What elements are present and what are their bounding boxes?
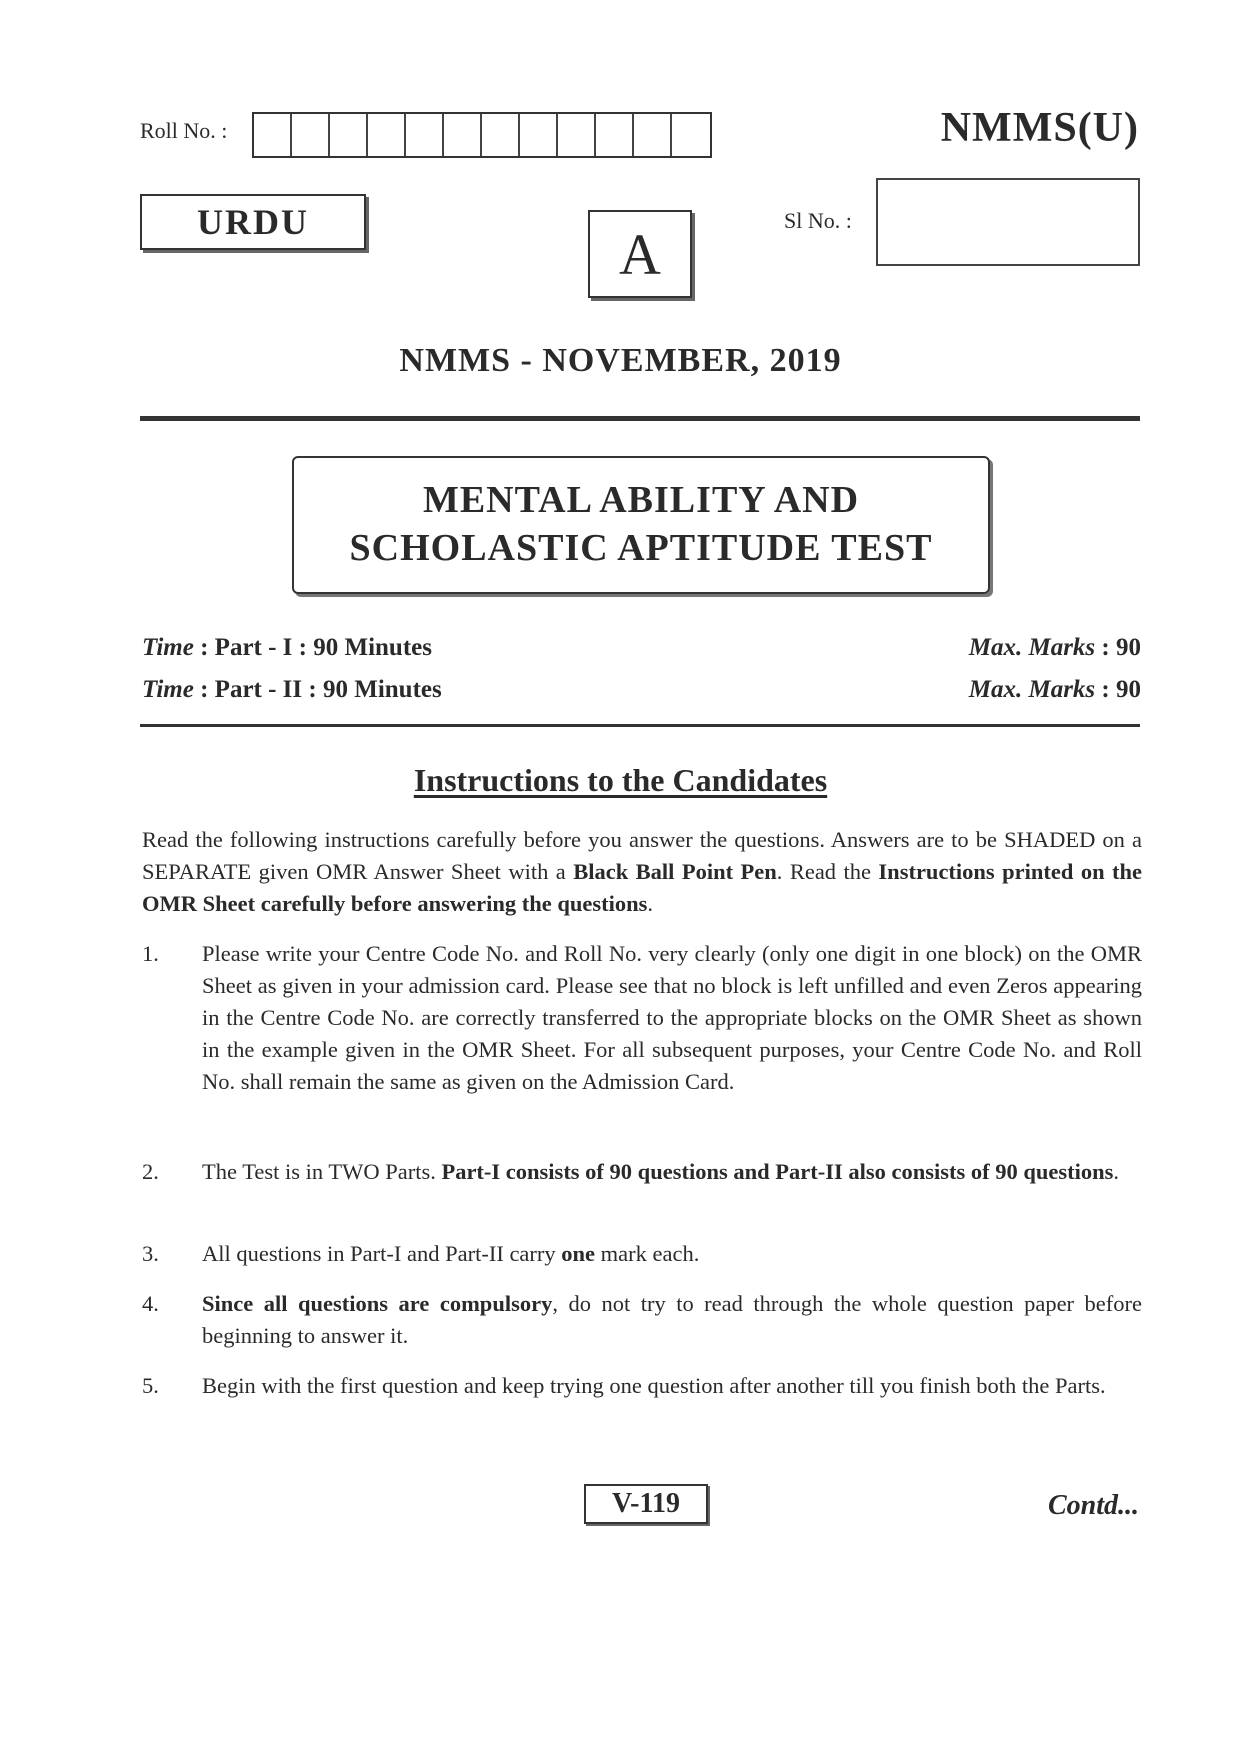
- marks-part-2: [969, 676, 1141, 704]
- roll-digit-box[interactable]: [254, 114, 292, 156]
- instruction-part: Begin with the first question and keep trying one question after another till you finish both the Parts.: [202, 1373, 1106, 1398]
- instruction-text: [202, 938, 1142, 1098]
- roll-digit-box[interactable]: [406, 114, 444, 156]
- instruction-number: 2.: [142, 1159, 159, 1184]
- test-title-line-1: MENTAL ABILITY AND: [422, 479, 860, 521]
- instruction-part: Since all questions are compulsory: [202, 1291, 553, 1316]
- roll-number-label: Roll No. :: [140, 118, 228, 143]
- intro-part: Read the following instructions carefully before you answer the questions. Answers are to be SHADED on a SEPARATE given OMR Answer Sheet with a: [142, 827, 1142, 884]
- instruction-text: [202, 1288, 1142, 1352]
- instruction-part: .: [1113, 1159, 1120, 1184]
- roll-digit-box[interactable]: [444, 114, 482, 156]
- instruction-part: All questions in Part-I and Part-II carry: [202, 1241, 562, 1266]
- instruction-text: [202, 1156, 1142, 1188]
- page-code: V-119: [584, 1484, 708, 1524]
- instruction-part: , do not try to read through the whole question paper before beginning to answer it.: [202, 1291, 1142, 1348]
- intro-part: Instructions printed on the OMR Sheet carefully before answering the questions: [142, 859, 1143, 916]
- instruction-text: [202, 1370, 1142, 1402]
- instruction-item: [142, 1238, 1142, 1270]
- roll-digit-box[interactable]: [330, 114, 368, 156]
- intro-part: . Read the: [776, 859, 879, 884]
- roll-digit-box[interactable]: [520, 114, 558, 156]
- instruction-text: [202, 1238, 1142, 1270]
- intro-part: .: [647, 891, 654, 916]
- intro-part: Black Ball Point Pen: [573, 859, 777, 884]
- roll-digit-box[interactable]: [558, 114, 596, 156]
- time-part-2: [142, 676, 442, 704]
- instruction-part: Please write your Centre Code No. and Roll No. very clearly (only one digit in one block) on the OMR Sheet as given in your admission card. Please see that no block is left unfilled and even Zeros appearing in the Centre Code No. are correctly transferred to the appropriate blocks on the OMR Sheet as shown in the example given in the OMR Sheet. For all subsequent purposes, your Centre Code No. and Roll No. shall remain the same as given on the Admission Card.: [202, 941, 1142, 1094]
- instruction-part: one: [561, 1241, 596, 1266]
- instructions-heading-text: Instructions to the Candidates: [413, 762, 828, 798]
- instruction-item: [142, 1370, 1142, 1402]
- divider: [140, 724, 1140, 727]
- question-set-box: A: [588, 210, 692, 298]
- roll-digit-box[interactable]: [596, 114, 634, 156]
- roll-number-boxes[interactable]: [252, 112, 712, 158]
- roll-digit-box[interactable]: [672, 114, 710, 156]
- marks-value: : 90: [1101, 676, 1141, 703]
- instruction-item: [142, 938, 1142, 1098]
- test-title-box: [292, 456, 990, 594]
- marks-part-1: [969, 634, 1141, 662]
- instruction-number: 5.: [142, 1373, 159, 1398]
- roll-digit-box[interactable]: [292, 114, 330, 156]
- instruction-part: The Test is in TWO Parts.: [202, 1159, 442, 1184]
- time-label: Time: [142, 634, 194, 661]
- instruction-part: Part-I consists of 90 questions and Part-II also consists of 90 questions: [441, 1159, 1114, 1184]
- serial-number-label: Sl No. :: [784, 208, 852, 233]
- continued-label: Contd...: [1047, 1490, 1139, 1521]
- roll-digit-box[interactable]: [368, 114, 406, 156]
- paper-code: NMMS(U): [940, 105, 1139, 151]
- marks-label: Max. Marks: [968, 634, 1096, 661]
- time-label: Time: [142, 676, 194, 703]
- language-box: URDU: [140, 194, 366, 250]
- time-part-1: [142, 634, 432, 662]
- instructions-intro: [142, 824, 1142, 920]
- instruction-number: 3.: [142, 1241, 159, 1266]
- time-value: : Part - I : 90 Minutes: [200, 634, 432, 661]
- test-title-line-2: SCHOLASTIC APTITUDE TEST: [349, 527, 933, 569]
- instruction-part: mark each.: [595, 1241, 700, 1266]
- instruction-item: [142, 1288, 1142, 1352]
- roll-digit-box[interactable]: [634, 114, 672, 156]
- exam-title: NMMS - NOVEMBER, 2019: [399, 342, 842, 379]
- marks-label: Max. Marks: [968, 676, 1096, 703]
- instructions-heading: [0, 762, 1241, 799]
- divider: [140, 416, 1140, 421]
- marks-value: : 90: [1101, 634, 1141, 661]
- instruction-number: 4.: [142, 1291, 159, 1316]
- instruction-item: [142, 1156, 1142, 1188]
- serial-number-box[interactable]: [876, 178, 1140, 266]
- instruction-number: 1.: [142, 941, 159, 966]
- time-value: : Part - II : 90 Minutes: [200, 676, 442, 703]
- roll-digit-box[interactable]: [482, 114, 520, 156]
